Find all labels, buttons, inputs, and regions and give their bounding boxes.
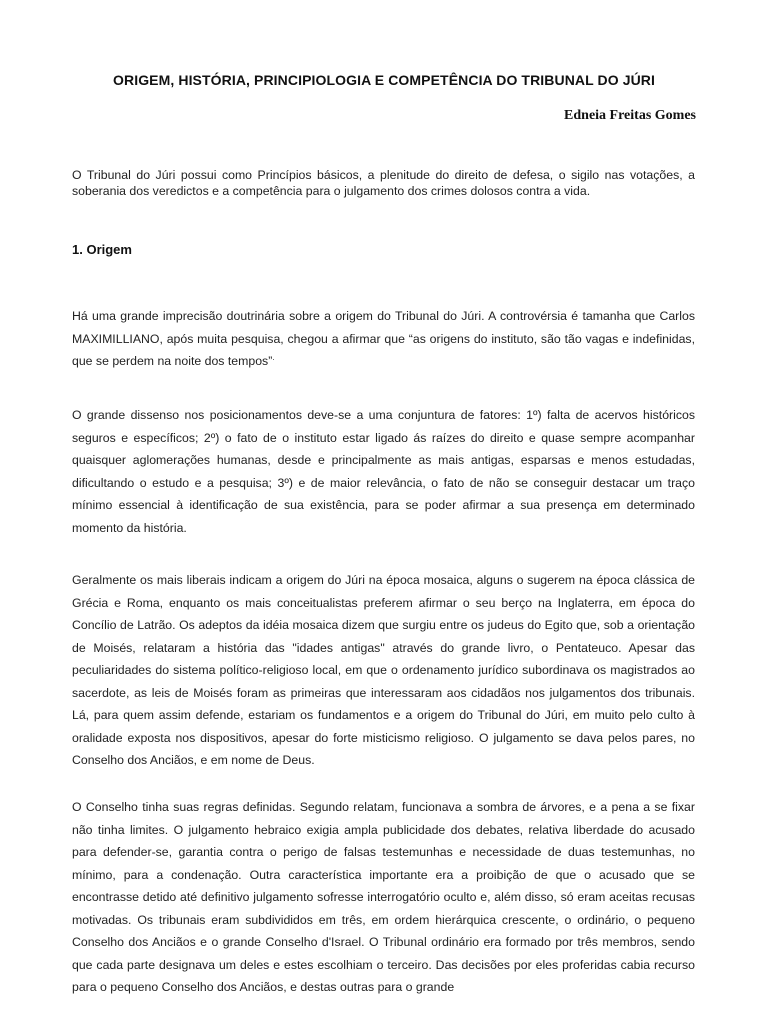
body-paragraph-1 <box>72 305 695 373</box>
body-paragraph-2: O grande dissenso nos posicionamentos deve-se a uma conjuntura de fatores: 1º) falta de acervos históricos seguros e específicos; 2º) o fato de o instituto estar ligado ás raízes do direito e quase sempre acompanhar quaisquer aglomerações humanas, desde e principalmente as mais antigas, esparsas e menos estudadas, dificultando o estudo e a pesquisa; 3º) e de maior relevância, o fato de não se conseguir destacar um traço mínimo essencial à identificação de sua existência, para se poder afirmar a sua presença em determinado momento da história. <box>72 408 695 535</box>
body-paragraph-3: Geralmente os mais liberais indicam a origem do Júri na época mosaica, alguns o sugerem na época clássica de Grécia e Roma, enquanto os mais conceitualistas preferem afirmar o seu berço na Inglaterra, em época do Concílio de Latrão. Os adeptos da idéia mosaica dizem que surgiu entre os judeus do Egito que, sob a orientação de Moisés, relataram a história das "idades antigas" através do grande livro, o Pentateuco. Apesar das peculiaridades do sistema político-religioso local, em que o ordenamento jurídico subordinava os magistrados ao sacerdote, as leis de Moisés foram as primeiras que interessaram aos cidadãos nos julgamentos dos tribunais. Lá, para quem assim defende, estariam os fundamentos e a origem do Tribunal do Júri, em muito pelo culto à oralidade exposta nos dispositivos, apesar do forte misticismo religioso. O julgamento se dava pelos pares, no Conselho dos Anciãos, e em nome de Deus. <box>72 573 695 767</box>
author-name: Edneia Freitas Gomes <box>564 108 696 123</box>
document-title: ORIGEM, HISTÓRIA, PRINCIPIOLOGIA E COMPETÊNCIA DO TRIBUNAL DO JÚRI <box>113 72 655 88</box>
footnote-marker: . <box>272 352 275 362</box>
abstract-paragraph: O Tribunal do Júri possui como Princípios básicos, a plenitude do direito de defesa, o sigilo nas votações, a soberania dos veredictos e a competência para o julgamento dos crimes dolosos contra a vida. <box>72 168 695 198</box>
section-heading: 1. Origem <box>72 242 132 257</box>
body-paragraph-1-text: Há uma grande imprecisão doutrinária sobre a origem do Tribunal do Júri. A controvérsia é tamanha que Carlos MAXIMILLIANO, após muita pesquisa, chegou a afirmar que “as origens do instituto, são tão vagas e indefinidas, que se perdem na noite dos tempos” <box>72 309 695 368</box>
body-paragraph-4: O Conselho tinha suas regras definidas. Segundo relatam, funcionava a sombra de árvores, e a pena a se fixar não tinha limites. O julgamento hebraico exigia ampla publicidade dos debates, relativa liberdade do acusado para defender-se, garantia contra o perigo de falsas testemunhas e necessidade de duas testemunhas, no mínimo, para a condenação. Outra característica importante era a proibição de que o acusado que se encontrasse detido até definitivo julgamento sofresse interrogatório oculto e, além disso, só eram aceitas recusas motivadas. Os tribunais eram subdivididos em três, em ordem hierárquica crescente, o ordinário, o pequeno Conselho dos Anciãos e o grande Conselho d'Israel. O Tribunal ordinário era formado por três membros, sendo que cada parte designava um deles e estes escolhiam o terceiro. Das decisões por eles proferidas cabia recurso para o pequeno Conselho dos Anciãos, e destas outras para o grande <box>72 800 695 994</box>
